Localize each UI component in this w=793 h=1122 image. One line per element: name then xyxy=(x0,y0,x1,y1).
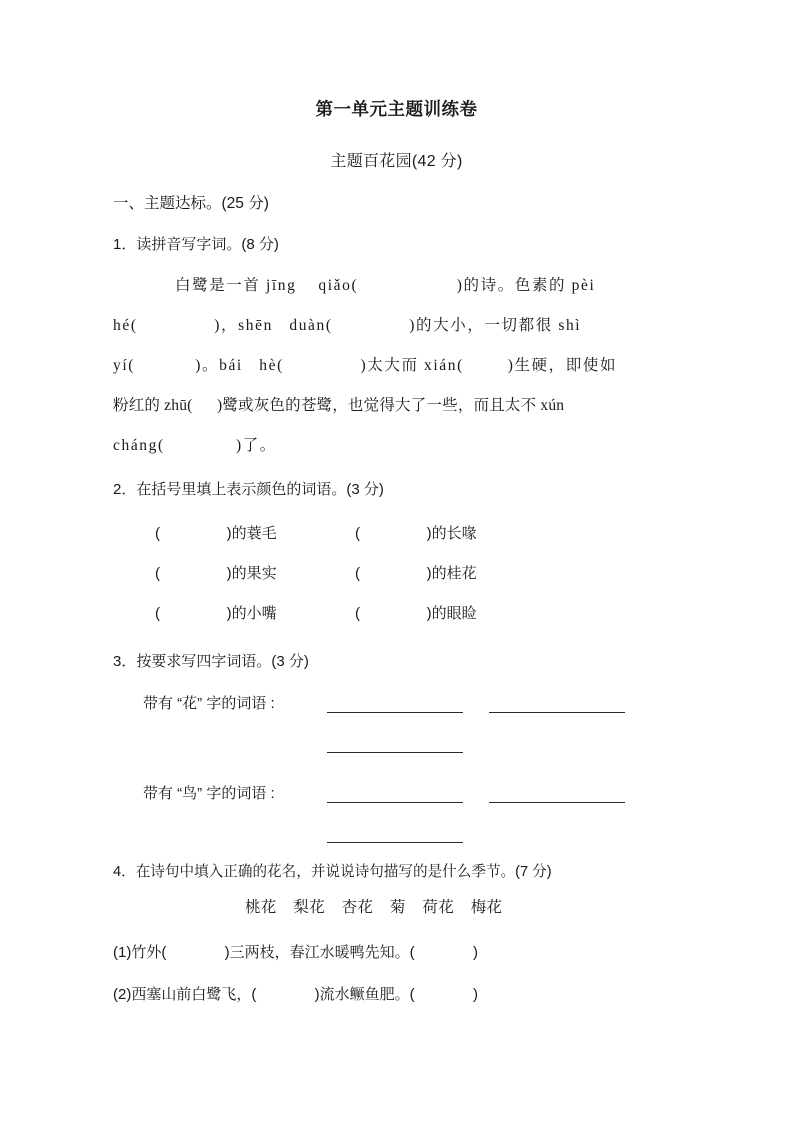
question-1-passage-line-1: 白鹭是一首 jīng qiǎo( )的诗。色素的 pèi xyxy=(175,277,596,294)
question-3-group-2-blank-3[interactable] xyxy=(327,842,463,843)
question-2-row-3-left[interactable]: ( )的小嘴 xyxy=(155,605,277,622)
question-1-heading: 1．读拼音写字词。(8 分) xyxy=(113,236,279,253)
question-3-group-2-blank-2[interactable] xyxy=(489,802,625,803)
question-4-flower-options: 桃花 梨花 杏花 菊 荷花 梅花 xyxy=(245,899,503,916)
section-heading-1: 一、主题达标。(25 分) xyxy=(113,195,269,212)
question-2-heading: 2．在括号里填上表示颜色的词语。(3 分) xyxy=(113,481,384,498)
question-3-group-1-blank-1[interactable] xyxy=(327,712,463,713)
question-1-passage-line-4: 粉红的 zhū( )鹭或灰色的苍鹭，也觉得大了一些，而且太不 xún xyxy=(113,397,565,414)
page-title: 第一单元主题训练卷 xyxy=(315,99,478,119)
question-1-passage-line-5: cháng( )了。 xyxy=(113,437,277,454)
question-3-group-2-blank-1[interactable] xyxy=(327,802,463,803)
question-3-group-1-blank-2[interactable] xyxy=(489,712,625,713)
question-2-row-2-right[interactable]: ( )的桂花 xyxy=(355,565,477,582)
question-1-passage-line-2: hé( )，shēn duàn( )的大小，一切都很 shì xyxy=(113,317,582,334)
question-3-group-1-label: 带有 “花” 字的词语 : xyxy=(143,695,275,712)
question-3-group-1-blank-3[interactable] xyxy=(327,752,463,753)
question-2-row-1-right[interactable]: ( )的长喙 xyxy=(355,525,477,542)
question-3-group-2-label: 带有 “鸟” 字的词语 : xyxy=(143,785,275,802)
page-subtitle: 主题百花园(42 分) xyxy=(330,153,463,170)
question-2-row-1-left[interactable]: ( )的蓑毛 xyxy=(155,525,277,542)
question-1-passage-line-3: yí( )。bái hè( )太大而 xián( )生硬，即使如 xyxy=(113,357,618,374)
question-4-heading: 4．在诗句中填入正确的花名，并说说诗句描写的是什么季节。(7 分) xyxy=(113,864,552,880)
question-3-heading: 3．按要求写四字词语。(3 分) xyxy=(113,653,309,670)
question-4-poem-line-2[interactable]: (2)西塞山前白鹭飞，( )流水鳜鱼肥。( ) xyxy=(113,986,479,1003)
question-2-row-2-left[interactable]: ( )的果实 xyxy=(155,565,277,582)
question-4-poem-line-1[interactable]: (1)竹外( )三两枝，春江水暖鸭先知。( ) xyxy=(113,944,479,961)
question-2-row-3-right[interactable]: ( )的眼睑 xyxy=(355,605,477,622)
